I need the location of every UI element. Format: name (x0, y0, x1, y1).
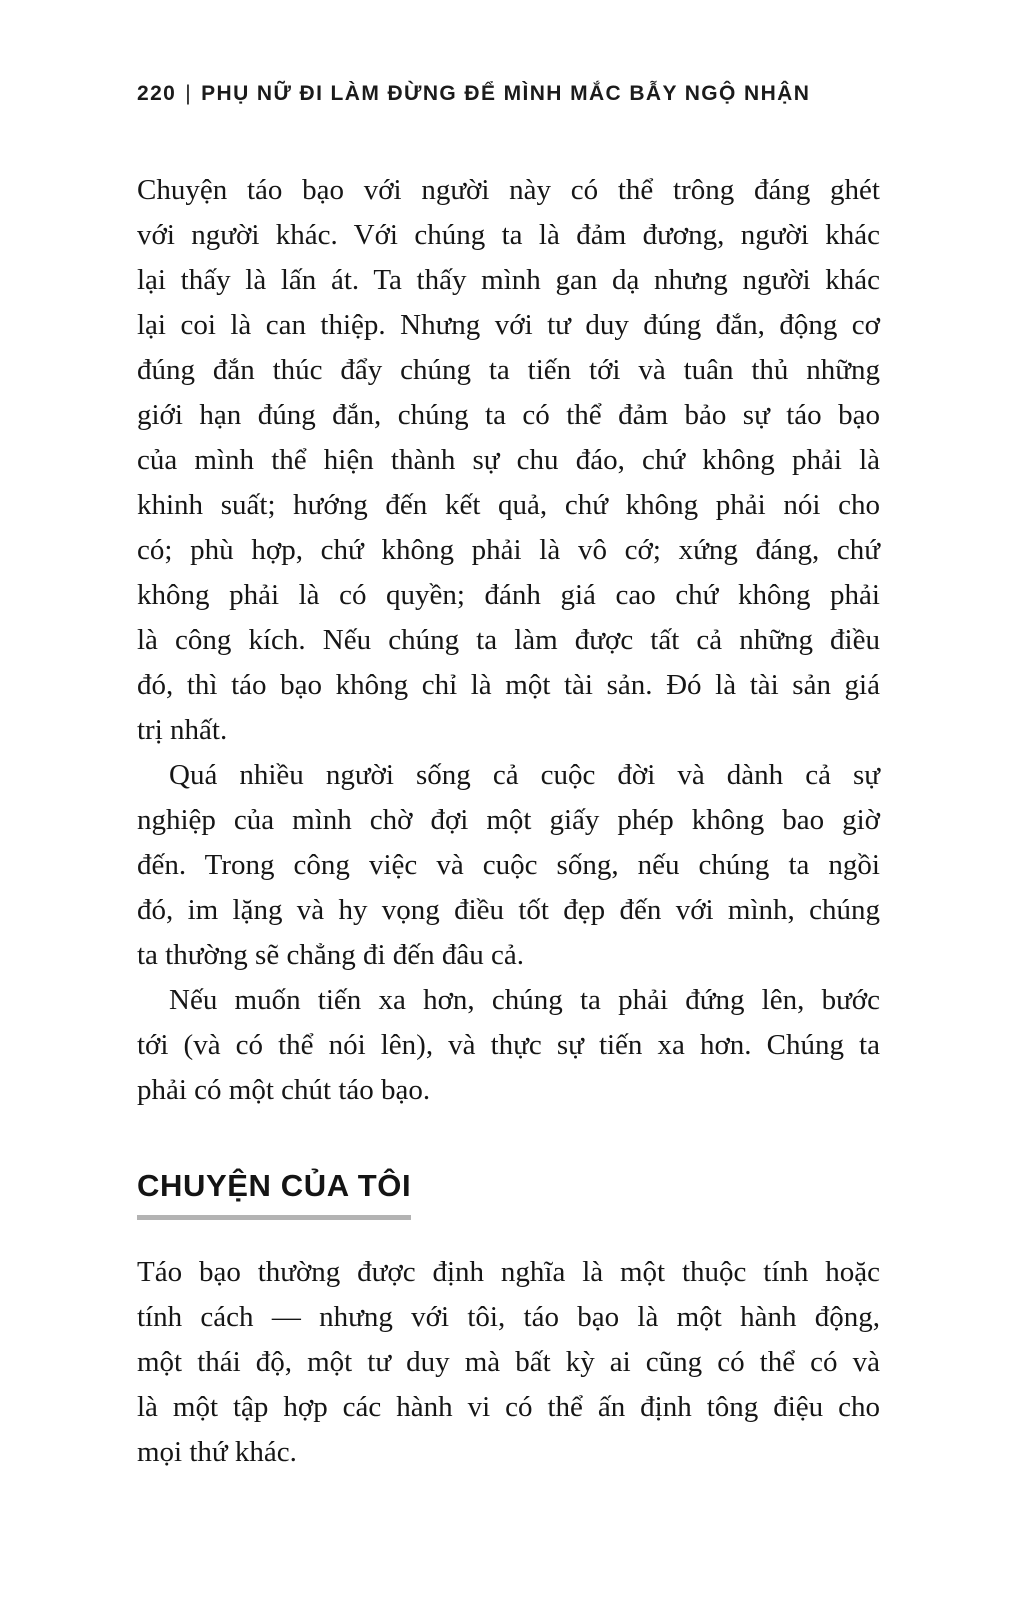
paragraph (137, 168, 880, 753)
text-line: tính cách — nhưng với tôi, táo bạo là một hành động, (137, 1301, 880, 1333)
text-line: Táo bạo thường được định nghĩa là một thuộc tính hoặc (137, 1256, 880, 1288)
heading-underline (137, 1215, 411, 1220)
text-line: tới (và có thể nói lên), và thực sự tiến xa hơn. Chúng ta (137, 1029, 880, 1061)
text-line: khinh suất; hướng đến kết quả, chứ không phải nói cho (137, 489, 880, 521)
text-line: đến. Trong công việc và cuộc sống, nếu chúng ta ngồi (137, 849, 880, 881)
book-title: PHỤ NỮ ĐI LÀM ĐỪNG ĐỂ MÌNH MẮC BẪY NGỘ NHẬN (201, 82, 811, 105)
section-heading-block (137, 1169, 411, 1220)
text-line: mọi thứ khác. (137, 1436, 297, 1468)
text-line: nghiệp của mình chờ đợi một giấy phép không bao giờ (137, 804, 880, 836)
text-line: Quá nhiều người sống cả cuộc đời và dành cả sự (169, 759, 880, 791)
section-heading: CHUYỆN CỦA TÔI (137, 1168, 412, 1203)
text-line: Chuyện táo bạo với người này có thể trông đáng ghét (137, 174, 880, 206)
page-number: 220 (137, 82, 177, 105)
text-line: lại thấy là lấn át. Ta thấy mình gan dạ nhưng người khác (137, 264, 880, 296)
paragraph (137, 1250, 880, 1475)
text-line: đó, im lặng và hy vọng điều tốt đẹp đến với mình, chúng (137, 894, 880, 926)
text-line: không phải là có quyền; đánh giá cao chứ không phải (137, 579, 880, 611)
text-line: giới hạn đúng đắn, chúng ta có thể đảm bảo sự táo bạo (137, 399, 880, 431)
text-line: đúng đắn thúc đẩy chúng ta tiến tới và tuân thủ những (137, 354, 880, 386)
text-line: với người khác. Với chúng ta là đảm đương, người khác (137, 219, 880, 251)
text-line: trị nhất. (137, 714, 228, 746)
text-line: có; phù hợp, chứ không phải là vô cớ; xứng đáng, chứ (137, 534, 880, 566)
header-separator: | (185, 82, 193, 105)
text-line: Nếu muốn tiến xa hơn, chúng ta phải đứng lên, bước (169, 984, 880, 1016)
paragraph (137, 753, 880, 978)
text-line: đó, thì táo bạo không chỉ là một tài sản. Đó là tài sản giá (137, 669, 880, 701)
paragraph (137, 978, 880, 1113)
text-line: ta thường sẽ chẳng đi đến đâu cả. (137, 939, 524, 971)
text-column (137, 168, 880, 1475)
text-line: phải có một chút táo bạo. (137, 1074, 431, 1106)
text-line: một thái độ, một tư duy mà bất kỳ ai cũng có thể có và (137, 1346, 880, 1378)
text-line: của mình thể hiện thành sự chu đáo, chứ không phải là (137, 444, 880, 476)
text-line: là một tập hợp các hành vi có thể ấn định tông điệu cho (137, 1391, 880, 1423)
running-header (137, 82, 810, 106)
text-line: lại coi là can thiệp. Nhưng với tư duy đúng đắn, động cơ (137, 309, 880, 341)
text-line: là công kích. Nếu chúng ta làm được tất cả những điều (137, 624, 880, 656)
